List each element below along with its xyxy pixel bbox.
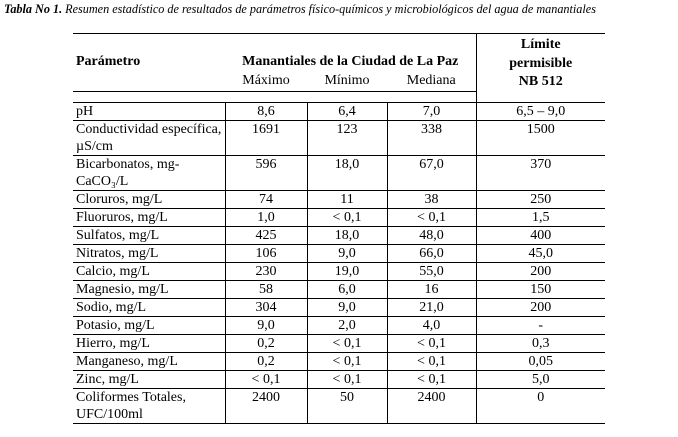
cell-limit: 6,5 – 9,0 [476, 103, 605, 121]
cell-minimum: 6,4 [307, 103, 387, 121]
cell-median: 4,0 [387, 317, 476, 335]
cell-median: 55,0 [387, 263, 476, 281]
cell-limit: 45,0 [476, 245, 605, 263]
cell-parameter: Calcio, mg/L [73, 263, 225, 281]
cell-median: 66,0 [387, 245, 476, 263]
header-springs-group: Manantiales de la Ciudad de La Paz [225, 34, 476, 73]
cell-parameter: Nitratos, mg/L [73, 245, 225, 263]
cell-minimum: 18,0 [307, 227, 387, 245]
cell-maximum: 2400 [225, 389, 307, 424]
table-row [73, 103, 605, 121]
cell-parameter: Sodio, mg/L [73, 299, 225, 317]
table-caption [4, 2, 596, 17]
cell-maximum: 74 [225, 191, 307, 209]
header-limit-line1: Límite [520, 37, 561, 52]
cell-maximum: 8,6 [225, 103, 307, 121]
cell-minimum: 18,0 [307, 156, 387, 191]
header-min: Mínimo [307, 72, 387, 92]
header-limit-line3: NB 512 [518, 74, 563, 89]
cell-maximum: 425 [225, 227, 307, 245]
cell-limit: 0,3 [476, 335, 605, 353]
cell-parameter: Zinc, mg/L [73, 371, 225, 389]
cell-limit: 200 [476, 263, 605, 281]
cell-limit: 370 [476, 156, 605, 191]
cell-maximum: 58 [225, 281, 307, 299]
results-table [73, 33, 605, 424]
cell-maximum: 1,0 [225, 209, 307, 227]
cell-maximum: 1691 [225, 121, 307, 156]
cell-limit: 0 [476, 389, 605, 424]
cell-parameter: Sulfatos, mg/L [73, 227, 225, 245]
cell-minimum: 123 [307, 121, 387, 156]
table-row [73, 281, 605, 299]
cell-minimum: 50 [307, 389, 387, 424]
cell-minimum: < 0,1 [307, 353, 387, 371]
cell-parameter: pH [73, 103, 225, 121]
cell-parameter: Bicarbonatos, mg-CaCO₃/L [73, 156, 225, 191]
caption-text: Resumen estadístico de resultados de parámetros físico-químicos y microbiológicos del agua de manantiales [65, 2, 596, 16]
cell-parameter: Manganeso, mg/L [73, 353, 225, 371]
cell-limit: 5,0 [476, 371, 605, 389]
header-median: Mediana [387, 72, 476, 92]
cell-limit: 200 [476, 299, 605, 317]
cell-median: 338 [387, 121, 476, 156]
cell-maximum: 0,2 [225, 335, 307, 353]
table-row [73, 353, 605, 371]
cell-median: 67,0 [387, 156, 476, 191]
cell-limit: 400 [476, 227, 605, 245]
cell-median: < 0,1 [387, 335, 476, 353]
cell-parameter: Magnesio, mg/L [73, 281, 225, 299]
cell-median: < 0,1 [387, 353, 476, 371]
cell-median: 21,0 [387, 299, 476, 317]
table-row [73, 227, 605, 245]
table-row [73, 371, 605, 389]
cell-maximum: 304 [225, 299, 307, 317]
cell-median: 16 [387, 281, 476, 299]
cell-parameter: Hierro, mg/L [73, 335, 225, 353]
cell-limit: - [476, 317, 605, 335]
table-row [73, 191, 605, 209]
cell-limit: 0,05 [476, 353, 605, 371]
cell-minimum: < 0,1 [307, 209, 387, 227]
table-row [73, 299, 605, 317]
cell-median: < 0,1 [387, 209, 476, 227]
cell-median: 7,0 [387, 103, 476, 121]
cell-limit: 150 [476, 281, 605, 299]
cell-minimum: < 0,1 [307, 335, 387, 353]
cell-maximum: 230 [225, 263, 307, 281]
cell-minimum: 2,0 [307, 317, 387, 335]
table-body [73, 103, 605, 424]
cell-minimum: 6,0 [307, 281, 387, 299]
cell-parameter: Fluoruros, mg/L [73, 209, 225, 227]
cell-limit: 1500 [476, 121, 605, 156]
cell-maximum: 0,2 [225, 353, 307, 371]
table-row [73, 209, 605, 227]
table-row [73, 121, 605, 156]
cell-median: 38 [387, 191, 476, 209]
table-row [73, 335, 605, 353]
cell-minimum: 9,0 [307, 245, 387, 263]
table-row [73, 156, 605, 191]
table-row [73, 245, 605, 263]
cell-minimum: 11 [307, 191, 387, 209]
cell-parameter: Conductividad específica, µS/cm [73, 121, 225, 156]
cell-median: < 0,1 [387, 371, 476, 389]
cell-minimum: 19,0 [307, 263, 387, 281]
table-row [73, 263, 605, 281]
header-limit [476, 34, 605, 92]
table-row [73, 389, 605, 424]
cell-median: 48,0 [387, 227, 476, 245]
caption-label: Tabla No 1. [4, 2, 63, 16]
cell-minimum: 9,0 [307, 299, 387, 317]
header-blank [73, 72, 225, 92]
cell-maximum: 596 [225, 156, 307, 191]
cell-limit: 250 [476, 191, 605, 209]
cell-median: 2400 [387, 389, 476, 424]
cell-limit: 1,5 [476, 209, 605, 227]
cell-maximum: < 0,1 [225, 371, 307, 389]
cell-minimum: < 0,1 [307, 371, 387, 389]
cell-parameter: Potasio, mg/L [73, 317, 225, 335]
cell-maximum: 106 [225, 245, 307, 263]
table-row [73, 317, 605, 335]
header-parameter: Parámetro [73, 34, 225, 73]
header-max: Máximo [225, 72, 307, 92]
cell-maximum: 9,0 [225, 317, 307, 335]
header-limit-line2: permisible [509, 55, 573, 71]
cell-parameter: Cloruros, mg/L [73, 191, 225, 209]
cell-parameter: Coliformes Totales, UFC/100ml [73, 389, 225, 424]
